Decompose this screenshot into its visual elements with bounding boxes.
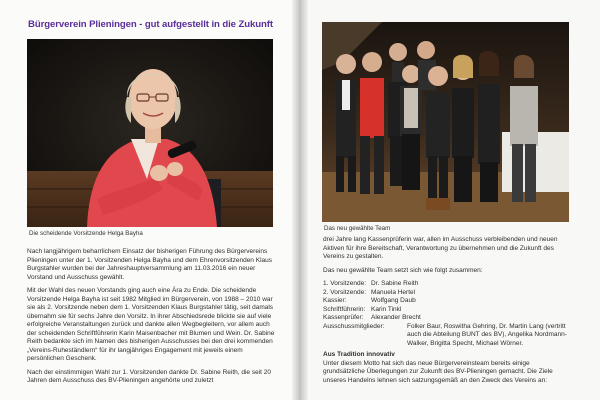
photo-new-team <box>322 22 569 222</box>
paragraph: Mit der Wahl des neuen Vorstands ging auch eine Ära zu Ende. Die scheidende Vorsitzende Helga Bayha ist seit 1982 Mitglied im Bürgerverein, von 1988 – 2010 war sie als 2. Vorsitzende neben dem 1. Vorsitzenden Klaus Burgstahler tätig, seit damals übernahm sie für sechs Jahre den Vorsitz. In ihrer Abschiedsrede blickte sie auf viele erfolgreiche Veranstaltungen zurück und dankte allen Wegbegleitern, vor allem auch der scheidenden Schriftführerin Karin Maisenbacher mit Blumen und Wein. Dr. Sabine Reith bedankte sich im Namen des bisherigen Ausschusses bei den drei kommenden „Vereins-Ruheständlern“ für ihr langjähriges Engagement mit jeweils einem persönlichen Geschenk. <box>27 287 275 362</box>
list-item <box>323 289 573 298</box>
list-item <box>323 306 573 315</box>
team-member: Folker Baur, Roswitha Gehring, Dr. Martin Lang (vertritt auch die Abteilung BUNT des BV), Angelika Nordmann-Walker, Brigitta Specht, Michael Wörner. <box>407 322 567 347</box>
list-item <box>323 280 573 289</box>
photo-caption: Die scheidende Vorsitzende Helga Bayha <box>29 230 143 237</box>
list-item <box>323 323 573 349</box>
left-page <box>0 0 298 400</box>
team-role: 2. Vorsitzende: <box>323 288 366 296</box>
team-role: Schriftführerin: <box>323 305 366 313</box>
team-role: Ausschussmitglieder: <box>323 322 385 330</box>
team-role: 1. Vorsitzende: <box>323 280 366 287</box>
list-item <box>323 314 573 323</box>
paragraph: Unter diesem Motto hat sich das neue Bürgervereinsteam bereits einige grundsätzliche Überlegungen zur Zukunft des BV-Plieningen gemacht. Die Ziele unseres Handelns lehnen sich satzungsgemäß an den Zweck des Vereins an: <box>323 359 553 384</box>
paragraph: drei Jahre lang Kassenprüferin war, allen im Ausschuss verbleibenden und neuen Aktiven für ihre Bereitschaft, Verantwortung zu übernehmen und die Zukunft des Vereins zu gestalten. <box>323 236 558 260</box>
photo-helga-bayha <box>27 39 273 227</box>
photo-caption: Das neu gewählte Team <box>324 225 391 232</box>
paragraph: Das neu gewählte Team setzt sich wie folgt zusammen: <box>323 266 483 274</box>
team-member: Manuela Hertel <box>371 288 416 296</box>
page-gutter <box>292 0 308 400</box>
team-list <box>323 280 573 348</box>
team-member: Karin Tinkl <box>371 305 402 313</box>
article-heading: Bürgerverein Plieningen - gut aufgestellt in die Zukunft <box>28 19 273 30</box>
section-subheading: Aus Tradition innovativ <box>323 351 395 358</box>
list-item <box>323 297 573 306</box>
right-page <box>302 0 600 400</box>
team-role: Kassier: <box>323 297 347 304</box>
team-member: Alexander Brecht <box>371 314 421 321</box>
paragraph: Nach langjährigem beharrlichem Einsatz der bisherigen Führung des Bürgervereins Plieningen unter der 1. Vorsitzenden Helga Bayha und dem Ehrenvorsitzenden Klaus Burgstahler wurden bei der Jahreshauptversammlung am 11.03.2016 ein neuer Vorstand und Ausschuss gewählt. <box>27 248 272 281</box>
team-member: Wolfgang Daub <box>371 297 416 304</box>
right-article-body <box>323 236 573 390</box>
team-member: Dr. Sabine Reith <box>371 280 419 287</box>
paragraph: Nach der einstimmigen Wahl zur 1. Vorsitzenden dankte Dr. Sabine Reith, die seit 20 Jahren dem Ausschuss des BV-Plieningen angehörte und zuletzt <box>27 368 271 384</box>
left-article-body <box>27 248 275 391</box>
team-role: Kassenprüfer: <box>323 314 364 321</box>
